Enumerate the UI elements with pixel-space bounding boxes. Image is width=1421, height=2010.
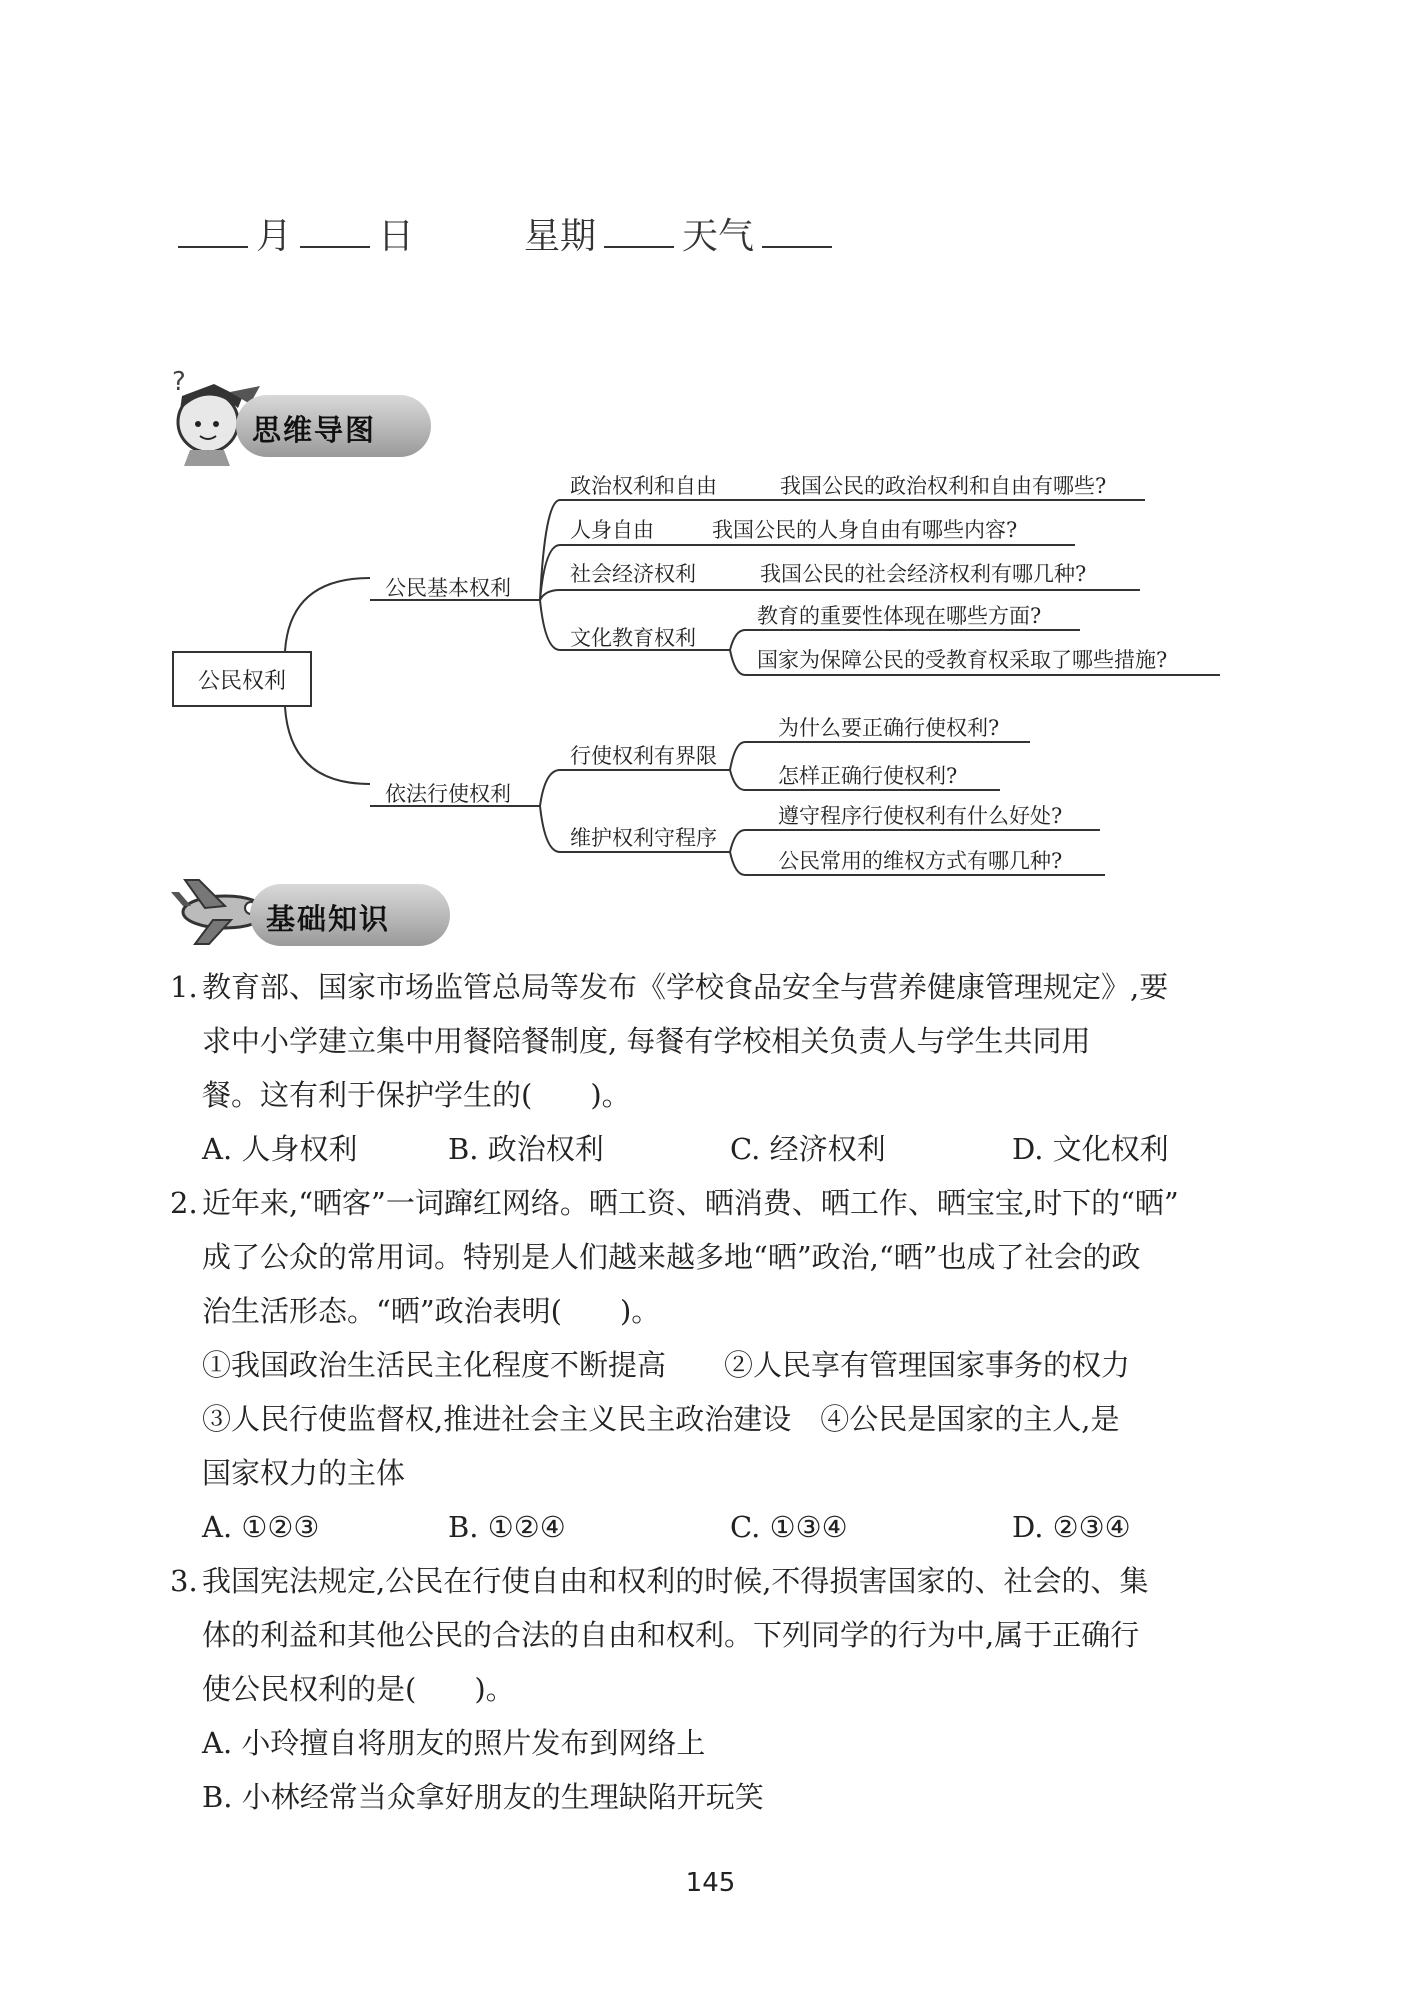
basics-title: 基础知识 bbox=[266, 902, 391, 936]
question-number: 2. bbox=[170, 1186, 198, 1220]
question-3 bbox=[170, 1554, 1260, 1824]
mindmap-question: 我国公民的政治权利和自由有哪些? bbox=[780, 474, 1107, 498]
month-label: 月 bbox=[256, 216, 293, 257]
question-text: 成了公众的常用词。特别是人们越来越多地“晒”政治,“晒”也成了社会的政 bbox=[202, 1240, 1141, 1274]
question-text: 体的利益和其他公民的合法的自由和权利。下列同学的行为中,属于正确行 bbox=[202, 1618, 1140, 1652]
mindmap-node: 维护权利守程序 bbox=[570, 826, 717, 850]
statement-line: ①我国政治生活民主化程度不断提高 ②人民享有管理国家事务的权力 bbox=[202, 1348, 1131, 1382]
mindmap-question: 国家为保障公民的受教育权采取了哪些措施? bbox=[757, 648, 1168, 672]
mindmap-node: 文化教育权利 bbox=[570, 626, 696, 650]
option-a[interactable]: A. ①②③ bbox=[202, 1510, 320, 1544]
weather-label: 天气 bbox=[682, 216, 755, 257]
statement-line: ③人民行使监督权,推进社会主义民主政治建设 ④公民是国家的主人,是 bbox=[202, 1402, 1120, 1436]
question-2 bbox=[170, 1176, 1260, 1554]
option-b[interactable]: B. ①②④ bbox=[448, 1510, 566, 1544]
option-d[interactable]: D. 文化权利 bbox=[1012, 1132, 1169, 1166]
mindmap-branch-basic-rights: 公民基本权利 bbox=[385, 576, 511, 600]
mindmap-question: 遵守程序行使权利有什么好处? bbox=[778, 804, 1063, 828]
question-number: 1. bbox=[170, 970, 198, 1004]
question-text: 我国宪法规定,公民在行使自由和权利的时候,不得损害国家的、社会的、集 bbox=[202, 1564, 1149, 1598]
mindmap-question: 公民常用的维权方式有哪几种? bbox=[778, 849, 1063, 873]
question-text: 餐。这有利于保护学生的( )。 bbox=[202, 1078, 631, 1112]
option-b[interactable]: B. 政治权利 bbox=[448, 1132, 604, 1166]
question-text: 近年来,“晒客”一词蹿红网络。晒工资、晒消费、晒工作、晒宝宝,时下的“晒” bbox=[202, 1186, 1179, 1220]
mindmap-question: 教育的重要性体现在哪些方面? bbox=[757, 604, 1042, 628]
weekday-label: 星期 bbox=[524, 216, 597, 257]
mindmap-node: 政治权利和自由 bbox=[570, 474, 717, 498]
svg-text:?: ? bbox=[172, 367, 186, 397]
question-text: 教育部、国家市场监管总局等发布《学校食品安全与营养健康管理规定》,要 bbox=[202, 970, 1169, 1004]
option-a[interactable]: A. 小玲擅自将朋友的照片发布到网络上 bbox=[202, 1726, 706, 1760]
statement-line: 国家权力的主体 bbox=[202, 1456, 406, 1490]
question-text: 治生活形态。“晒”政治表明( )。 bbox=[202, 1294, 661, 1328]
option-c[interactable]: C. 经济权利 bbox=[730, 1132, 886, 1166]
question-text: 求中小学建立集中用餐陪餐制度, 每餐有学校相关负责人与学生共同用 bbox=[202, 1024, 1091, 1058]
question-list bbox=[170, 960, 1260, 1824]
question-number: 3. bbox=[170, 1564, 198, 1598]
mindmap-node: 行使权利有界限 bbox=[570, 744, 717, 768]
option-d[interactable]: D. ②③④ bbox=[1012, 1510, 1131, 1544]
mindmap-question: 怎样正确行使权利? bbox=[778, 764, 958, 788]
mindmap-node: 社会经济权利 bbox=[570, 562, 696, 586]
mindmap-branch-exercise-rights: 依法行使权利 bbox=[385, 782, 511, 806]
page-number: 145 bbox=[685, 1868, 736, 1898]
mindmap-question: 为什么要正确行使权利? bbox=[778, 716, 1000, 740]
mindmap-title: 思维导图 bbox=[252, 413, 377, 447]
mindmap-question: 我国公民的人身自由有哪些内容? bbox=[712, 518, 1018, 542]
mindmap-root: 公民权利 bbox=[172, 651, 312, 707]
mindmap-question: 我国公民的社会经济权利有哪几种? bbox=[760, 562, 1087, 586]
option-c[interactable]: C. ①③④ bbox=[730, 1510, 848, 1544]
option-a[interactable]: A. 人身权利 bbox=[202, 1132, 358, 1166]
mindmap-node: 人身自由 bbox=[570, 518, 654, 542]
question-text: 使公民权利的是( )。 bbox=[202, 1672, 515, 1706]
question-1 bbox=[170, 960, 1260, 1176]
day-label: 日 bbox=[378, 216, 415, 257]
option-b[interactable]: B. 小林经常当众拿好朋友的生理缺陷开玩笑 bbox=[202, 1780, 764, 1814]
